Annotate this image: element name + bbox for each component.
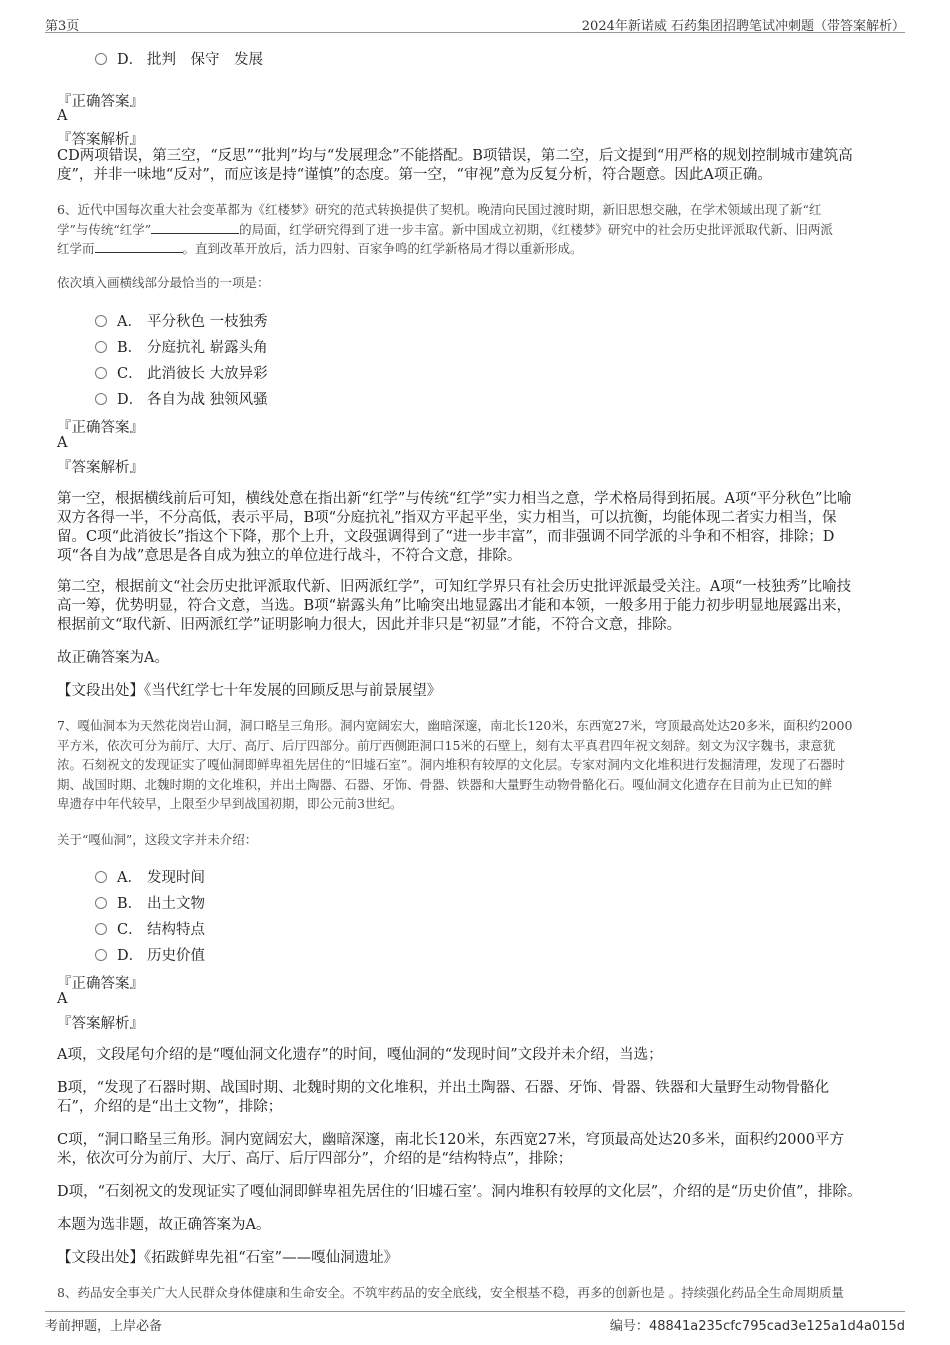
radio-icon[interactable] <box>95 949 107 961</box>
page-footer <box>45 1311 905 1332</box>
q7-option-b[interactable]: B． 出土文物 <box>95 892 205 913</box>
radio-icon[interactable] <box>95 393 107 405</box>
q7-analysis-d: D项，“石刻祝文的发现证实了嘎仙洞即鲜卑祖先居住的‘旧墟石室’。洞内堆积有较厚的文化层”，介绍的是“历史价值”，排除。 <box>57 1184 862 1200</box>
question-6-prompt: 依次填入画横线部分最恰当的一项是： <box>57 275 270 290</box>
q7-source: 【文段出处】《拓跋鲜卑先祖“石室”——嘎仙洞遗址》 <box>57 1250 399 1266</box>
q6-analysis-p2: 第二空，根据前文“社会历史批评派取代新、旧两派红学”，可知红学界只有社会历史批评派最受关注。A项“一枝独秀”比喻技 高一筹，优势明显，符合文意，当选。B项“崭露头角”比喻突出地显露出才能和本领，一般多用于能力初步明显地展露出来， 根据前文“取代新、旧两派红学”证明影响力很大，因此并非只是“初显”才能，不符合文意，排除。 <box>57 579 852 633</box>
question-8-stem: 8、药品安全事关广大人民群众身体健康和生命安全。不筑牢药品的安全底线，安全根基不稳，再多的创新也是 。持续强化药品全生命周期质量 <box>57 1285 844 1300</box>
q7-option-c[interactable]: C． 结构特点 <box>95 918 205 939</box>
radio-icon[interactable] <box>95 871 107 883</box>
q7-option-a[interactable]: A． 发现时间 <box>95 866 205 887</box>
q7-analysis-c: C项，“洞口略呈三角形。洞内宽阔宏大，幽暗深邃，南北长120米，东西宽27米，穹顶最高处达20多米，面积约2000平方 米，依次可分为前厅、大厅、高厅、后厅四部分”，介绍的是“结构特点”，排除； <box>57 1132 844 1167</box>
answer-label: 『正确答案』 <box>57 94 144 110</box>
radio-icon[interactable] <box>95 367 107 379</box>
q7-analysis-label: 『答案解析』 <box>57 1016 144 1032</box>
q6-option-d[interactable]: D． 各自为战 独领风骚 <box>95 388 268 409</box>
q7-option-d[interactable]: D． 历史价值 <box>95 944 205 965</box>
page-number: 第3页 <box>45 19 80 34</box>
blank-1 <box>151 221 239 234</box>
radio-icon[interactable] <box>95 897 107 909</box>
q7-analysis-b: B项，“发现了石器时期、战国时期、北魏时期的文化堆积，并出土陶器、石器、牙饰、骨器、铁器和大量野生动物骨骼化 石”，介绍的是“出土文物”，排除； <box>57 1080 830 1115</box>
q6-analysis-label: 『答案解析』 <box>57 460 144 476</box>
question-6-stem: 6、近代中国每次重大社会变革都为《红楼梦》研究的范式转换提供了契机。晚清向民国过渡时期，新旧思想交融，在学术领域出现了新“红 学”与传统“红学” 的局面，红学研究得到了进一步丰富。新中国成立初期，《红楼梦》研究中的社会历史批评派取代新、旧两派 红学而 。直到改革开放后，活力四射、百家争鸣的红学新格局才得以重新形成。 <box>57 202 833 256</box>
question-7-prompt: 关于“嘎仙洞”，这段文字并未介绍： <box>57 832 258 847</box>
q6-option-b[interactable]: B． 分庭抗礼 崭露头角 <box>95 336 268 357</box>
question-7-stem: 7、嘎仙洞本为天然花岗岩山洞，洞口略呈三角形。洞内宽阔宏大，幽暗深邃，南北长120米，东西宽27米，穹顶最高处达20多米，面积约2000 平方米，依次可分为前厅、大厅、高厅、后厅四部分。前厅西侧距洞口15米的石壁上，刻有太平真君四年祝文刻辞。刻文为汉字魏书，隶意犹 浓。石刻祝文的发现证实了嘎仙洞即鲜卑祖先居住的“旧墟石室”。洞内堆积有较厚的文化层。专家对洞内文化堆积进行发掘清理，发现了石器时 期、战国时期、北魏时期的文化堆积，并出土陶器、石器、牙饰、骨器、铁器和大量野生动物骨骼化石。嘎仙洞文化遗存在目前为止已知的鲜 卑遗存中年代较早，上限至少早到战国初期，即公元前3世纪。 <box>57 718 853 811</box>
q7-answer-label: 『正确答案』 <box>57 976 144 992</box>
document-code: 编号：48841a235cfc795cad3e125a1d4a015d <box>609 1319 905 1334</box>
q6-answer-value: A <box>57 435 68 451</box>
prev-option-d[interactable]: D． 批判 保守 发展 <box>95 48 263 69</box>
q6-option-a[interactable]: A． 平分秋色 一枝独秀 <box>95 310 268 331</box>
footer-slogan: 考前押题，上岸必备 <box>45 1319 163 1334</box>
q6-conclusion: 故正确答案为A。 <box>57 650 169 666</box>
page-header <box>45 10 905 33</box>
radio-icon[interactable] <box>95 53 107 65</box>
analysis-label: 『答案解析』 <box>57 132 144 148</box>
q6-option-c[interactable]: C． 此消彼长 大放异彩 <box>95 362 268 383</box>
q7-conclusion: 本题为选非题，故正确答案为A。 <box>57 1217 271 1233</box>
q6-answer-label: 『正确答案』 <box>57 420 144 436</box>
radio-icon[interactable] <box>95 923 107 935</box>
q7-answer-value: A <box>57 991 68 1007</box>
radio-icon[interactable] <box>95 341 107 353</box>
answer-value: A <box>57 108 68 124</box>
q7-analysis-a: A项，文段尾句介绍的是“嘎仙洞文化遗存”的时间，嘎仙洞的“发现时间”文段并未介绍，当选； <box>57 1047 663 1063</box>
radio-icon[interactable] <box>95 315 107 327</box>
q6-analysis-p1: 第一空，根据横线前后可知，横线处意在指出新“红学”与传统“红学”实力相当之意，学术格局得到拓展。A项“平分秋色”比喻 双方各得一半，不分高低，表示平局，B项“分庭抗礼”指双方平起平坐，实力相当，可以抗衡，均能体现二者实力相当，保 留。C项“此消彼长”指这个下降，那个上升，文段强调得到了“进一步丰富”，而非强调不同学派的斗争和不相容，排除；D 项“各自为战”意思是各自成为独立的单位进行战斗，不符合文意，排除。 <box>57 491 852 564</box>
blank-2 <box>95 240 183 253</box>
q6-source: 【文段出处】《当代红学七十年发展的回顾反思与前景展望》 <box>57 683 442 699</box>
analysis-text: CD两项错误，第三空，“反思”“批判”均与“发展理念”不能搭配。B项错误，第二空，后文提到“用严格的规划控制城市建筑高 度”，并非一味地“反对”，而应该是持“谨慎”的态度。第一空，“审视”意为反复分析，符合题意。因此A项正确。 <box>57 148 853 183</box>
document-title: 2024年新诺威 石药集团招聘笔试冲刺题（带答案解析） <box>581 19 905 34</box>
